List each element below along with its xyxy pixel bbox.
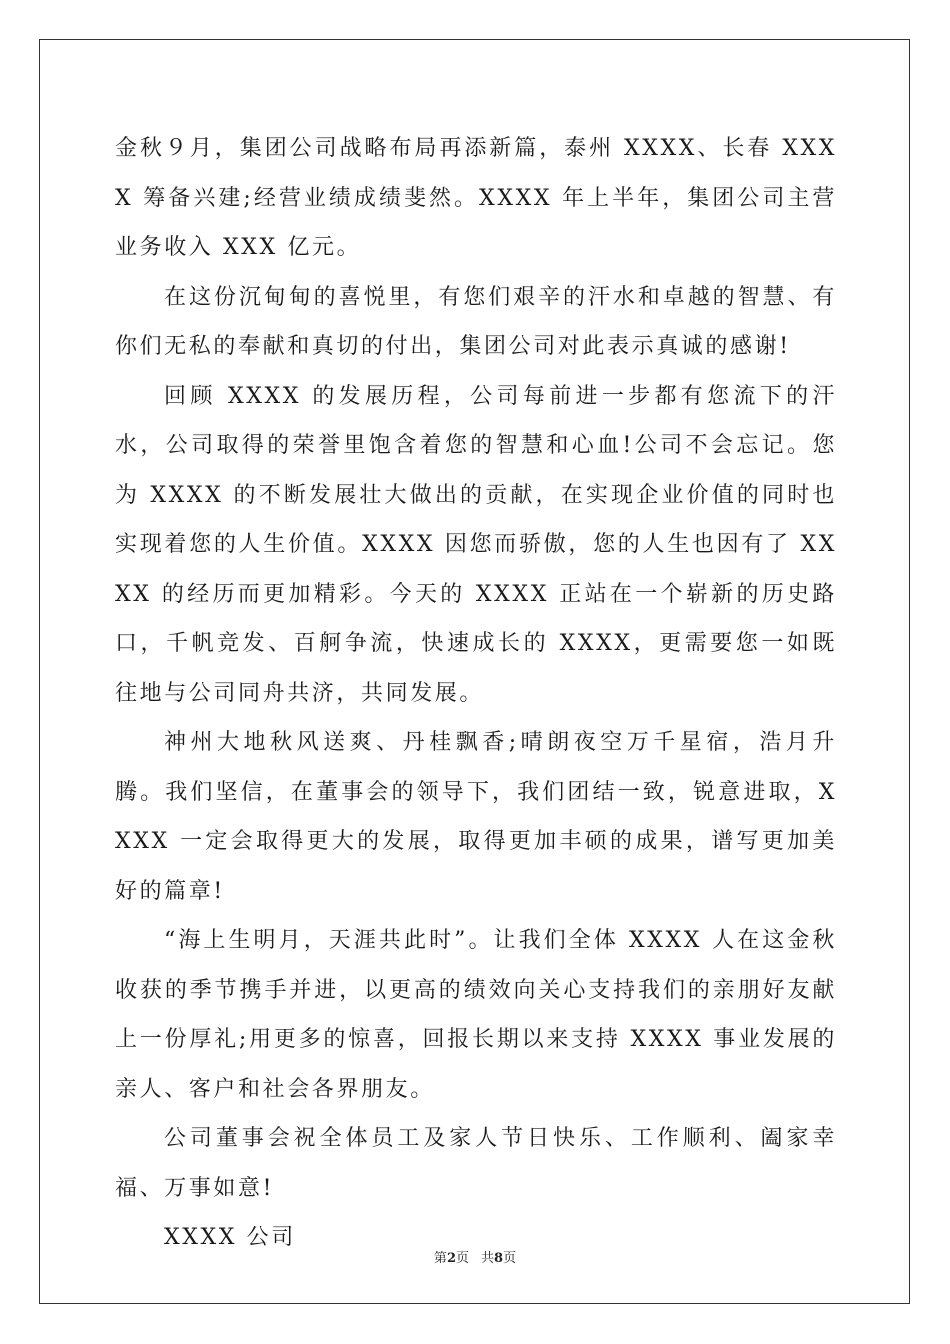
- paragraph-5: “海上生明月，天涯共此时”。让我们全体 XXXX 人在这金秋收获的季节携手并进，以更高的绩效向关心支持我们的亲朋好友献上一份厚礼;用更多的惊喜，回报长期以来支持 XXXX 事业发展的亲人、客户和社会各界朋友。: [115, 928, 837, 1102]
- total-page-number: 8: [494, 1251, 504, 1266]
- total-suffix: 页: [503, 1251, 517, 1266]
- total-prefix: 共: [481, 1251, 495, 1266]
- paragraph-4: 神州大地秋风送爽、丹桂飘香;晴朗夜空万千星宿，浩月升腾。我们坚信，在董事会的领导下，我们团结一致，锐意进取，XXXX 一定会取得更大的发展，取得更加丰硕的成果，谱写更加美好的篇章!: [115, 730, 837, 904]
- current-page-number: 2: [446, 1251, 456, 1266]
- signature: XXXX 公司: [164, 1225, 296, 1250]
- paragraph-6: 公司董事会祝全体员工及家人节日快乐、工作顺利、阖家幸福、万事如意!: [115, 1126, 837, 1201]
- page-suffix: 页: [455, 1251, 469, 1266]
- page-prefix: 第: [433, 1251, 447, 1266]
- paragraph-3: 回顾 XXXX 的发展历程，公司每前进一步都有您流下的汗水，公司取得的荣誉里饱含着您的智慧和心血!公司不会忘记。您为 XXXX 的不断发展壮大做出的贡献，在实现企业价值的同时也实现着您的人生价值。XXXX 因您而骄傲，您的人生也因有了 XXXX 的经历而更加精彩。今天的 XXXX 正站在一个崭新的历史路口，千帆竞发、百舸争流，快速成长的 XXXX，更需要您一如既往地与公司同舟共济，共同发展。: [115, 383, 837, 706]
- paragraph-1: 金秋９月，集团公司战略布局再添新篇，泰州 XXXX、长春 XXXX 筹备兴建;经营业绩成绩斐然。XXXX 年上半年，集团公司主营业务收入 XXX 亿元。: [115, 136, 837, 260]
- paragraph-2: 在这份沉甸甸的喜悦里，有您们艰辛的汗水和卓越的智慧、有你们无私的奉献和真切的付出，集团公司对此表示真诚的感谢!: [115, 284, 837, 359]
- page-number-footer: [0, 1247, 950, 1266]
- document-body: [115, 124, 837, 1263]
